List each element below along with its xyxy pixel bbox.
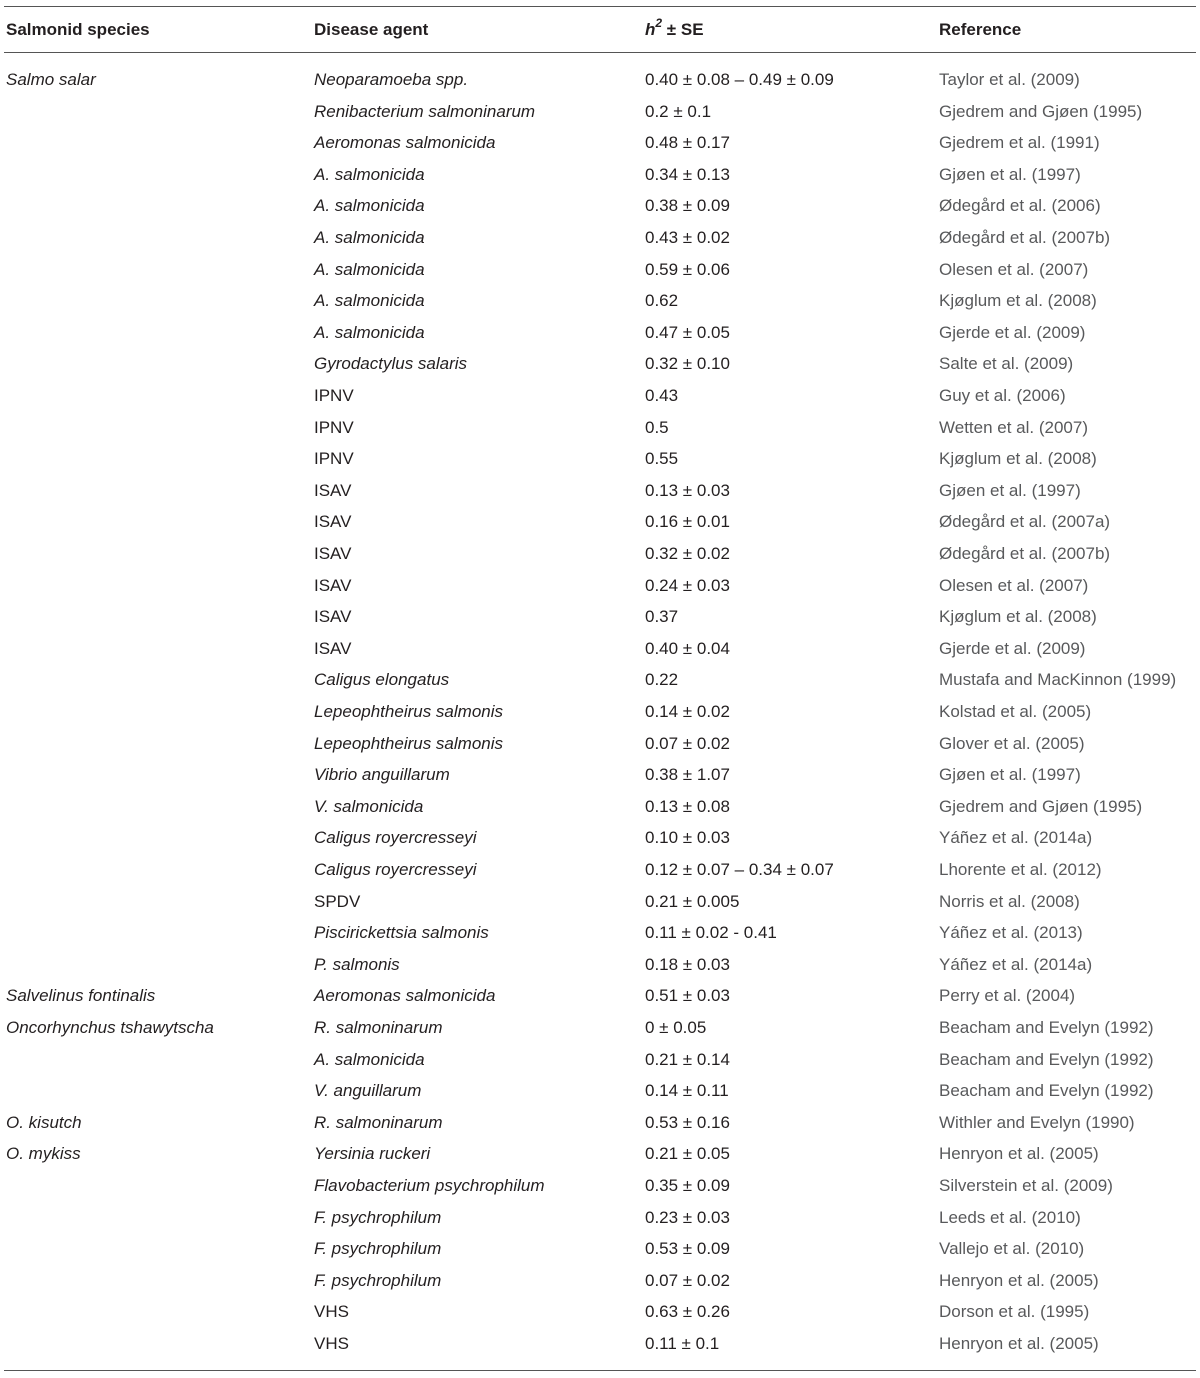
- table-row: [0, 354, 1200, 386]
- cell-h2: 0.47 ± 0.05: [645, 322, 730, 342]
- table-row: [0, 260, 1200, 292]
- table-row: [0, 1018, 1200, 1050]
- cell-reference: Kjøglum et al. (2008): [939, 607, 1097, 627]
- table-row: [0, 955, 1200, 987]
- cell-reference: Kolstad et al. (2005): [939, 702, 1092, 721]
- table-row: [0, 418, 1200, 450]
- cell-h2: 0.59 ± 0.06: [645, 259, 730, 279]
- cell-disease-agent: R. salmoninarum: [314, 1112, 443, 1132]
- cell-h2: 0.34 ± 0.13: [645, 164, 730, 184]
- cell-reference: Glover et al. (2005): [939, 733, 1085, 753]
- cell-disease-agent: Caligus elongatus: [314, 670, 450, 690]
- cell-disease-agent: Aeromonas salmonicida: [314, 133, 496, 153]
- cell-reference: Taylor et al. (2009): [939, 70, 1080, 89]
- table-row: [0, 323, 1200, 355]
- cell-h2: 0.18 ± 0.03: [645, 954, 730, 974]
- cell-h2: 0.5: [645, 417, 669, 437]
- cell-reference: Gjøen et al. (1997): [939, 480, 1081, 500]
- cell-reference: Salte et al. (2009): [939, 354, 1074, 374]
- cell-reference: Withler and Evelyn (1990): [939, 1112, 1135, 1132]
- cell-reference: Gjøen et al. (1997): [939, 765, 1081, 785]
- cell-species: O. mykiss: [6, 1144, 81, 1164]
- cell-h2: 0.37: [645, 607, 679, 627]
- cell-species: Salmo salar: [6, 70, 96, 89]
- cell-reference: Olesen et al. (2007): [939, 575, 1089, 595]
- table-row: [0, 607, 1200, 639]
- cell-disease-agent: Flavobacterium psychrophilum: [314, 1176, 545, 1195]
- cell-h2: 0.14 ± 0.02: [645, 702, 730, 721]
- cell-h2: 0 ± 0.05: [645, 1018, 707, 1037]
- cell-h2: 0.2 ± 0.1: [645, 101, 712, 121]
- cell-h2: 0.13 ± 0.03: [645, 480, 730, 500]
- cell-disease-agent: Renibacterium salmoninarum: [314, 101, 536, 121]
- table-row: [0, 828, 1200, 860]
- cell-reference: Gjedrem and Gjøen (1995): [939, 796, 1143, 816]
- cell-disease-agent: IPNV: [314, 449, 354, 469]
- cell-disease-agent: A. salmonicida: [314, 196, 425, 216]
- table-row: [0, 639, 1200, 671]
- cell-h2: 0.48 ± 0.17: [645, 133, 730, 153]
- cell-disease-agent: Lepeophtheirus salmonis: [314, 733, 504, 753]
- cell-reference: Norris et al. (2008): [939, 891, 1080, 911]
- header-h2-se: $h^2$ ± SE: [645, 16, 704, 39]
- cell-h2: 0.51 ± 0.03: [645, 986, 730, 1006]
- cell-disease-agent: ISAV: [314, 607, 352, 627]
- table-row: [0, 702, 1200, 734]
- cell-reference: Ødegård et al. (2007b): [939, 228, 1111, 247]
- cell-species: Salvelinus fontinalis: [6, 986, 156, 1006]
- top-rule: [4, 6, 1196, 7]
- cell-reference: Lhorente et al. (2012): [939, 860, 1102, 879]
- cell-h2: 0.07 ± 0.02: [645, 1270, 730, 1290]
- cell-disease-agent: Vibrio anguillarum: [314, 765, 450, 785]
- table-row: [0, 512, 1200, 544]
- cell-disease-agent: Caligus royercresseyi: [314, 828, 477, 848]
- cell-h2: 0.38 ± 0.09: [645, 196, 730, 216]
- cell-reference: Henryon et al. (2005): [939, 1144, 1099, 1164]
- cell-h2: 0.21 ± 0.05: [645, 1144, 730, 1164]
- cell-disease-agent: IPNV: [314, 386, 354, 405]
- cell-reference: Ødegård et al. (2007b): [939, 544, 1111, 563]
- bottom-rule: [4, 1370, 1196, 1371]
- cell-species: Oncorhynchus tshawytscha: [6, 1018, 214, 1037]
- cell-h2: 0.43 ± 0.02: [645, 228, 730, 247]
- table-row: [0, 481, 1200, 513]
- table-row: [0, 923, 1200, 955]
- cell-disease-agent: A. salmonicida: [314, 164, 425, 184]
- cell-disease-agent: A. salmonicida: [314, 291, 425, 311]
- cell-disease-agent: P. salmonis: [314, 954, 400, 974]
- cell-disease-agent: A. salmonicida: [314, 322, 425, 342]
- table-row: [0, 576, 1200, 608]
- table-row: [0, 1176, 1200, 1208]
- cell-disease-agent: Yersinia ruckeri: [314, 1144, 431, 1164]
- cell-disease-agent: Neoparamoeba spp.: [314, 70, 469, 89]
- cell-disease-agent: Lepeophtheirus salmonis: [314, 702, 504, 721]
- cell-reference: Gjøen et al. (1997): [939, 164, 1081, 184]
- cell-h2: 0.38 ± 1.07: [645, 765, 730, 785]
- cell-reference: Beacham and Evelyn (1992): [939, 1081, 1154, 1101]
- table-row: [0, 386, 1200, 418]
- table-row: [0, 291, 1200, 323]
- cell-h2: 0.40 ± 0.04: [645, 638, 730, 658]
- cell-disease-agent: F. psychrophilum: [314, 1207, 442, 1227]
- table-row: [0, 544, 1200, 576]
- cell-h2: 0.14 ± 0.11: [645, 1081, 729, 1101]
- cell-h2: 0.11 ± 0.02 - 0.41: [645, 923, 777, 943]
- header-rule: [4, 52, 1196, 53]
- cell-disease-agent: A. salmonicida: [314, 228, 425, 247]
- cell-h2: 0.40 ± 0.08 – 0.49 ± 0.09: [645, 70, 834, 89]
- cell-h2: 0.24 ± 0.03: [645, 575, 730, 595]
- cell-disease-agent: V. salmonicida: [314, 796, 424, 816]
- cell-h2: 0.21 ± 0.005: [645, 891, 740, 911]
- table-row: [0, 165, 1200, 197]
- cell-reference: Ødegård et al. (2006): [939, 196, 1101, 216]
- cell-species: O. kisutch: [6, 1112, 82, 1132]
- cell-reference: Vallejo et al. (2010): [939, 1239, 1085, 1259]
- cell-h2: 0.22: [645, 670, 679, 690]
- cell-disease-agent: ISAV: [314, 638, 352, 658]
- cell-reference: Guy et al. (2006): [939, 386, 1066, 405]
- table-row: [0, 734, 1200, 766]
- table-row: [0, 1144, 1200, 1176]
- table-row: [0, 133, 1200, 165]
- header-disease-agent: Disease agent: [314, 20, 429, 39]
- cell-h2: 0.53 ± 0.16: [645, 1112, 730, 1132]
- cell-reference: Wetten et al. (2007): [939, 417, 1088, 437]
- table-row: [0, 1239, 1200, 1271]
- header-species: Salmonid species: [6, 20, 150, 39]
- cell-reference: Yáñez et al. (2013): [939, 923, 1083, 943]
- table-row: [0, 1302, 1200, 1334]
- cell-h2: 0.10 ± 0.03: [645, 828, 730, 848]
- cell-reference: Beacham and Evelyn (1992): [939, 1049, 1154, 1069]
- cell-disease-agent: ISAV: [314, 575, 352, 595]
- cell-reference: Gjerde et al. (2009): [939, 638, 1086, 658]
- table-row: [0, 765, 1200, 797]
- cell-disease-agent: A. salmonicida: [314, 259, 425, 279]
- cell-reference: Gjerde et al. (2009): [939, 322, 1086, 342]
- cell-reference: Yáñez et al. (2014a): [939, 828, 1093, 848]
- cell-h2: 0.21 ± 0.14: [645, 1049, 730, 1069]
- cell-disease-agent: F. psychrophilum: [314, 1270, 442, 1290]
- table-row: [0, 986, 1200, 1018]
- table-row: [0, 1208, 1200, 1240]
- table-row: [0, 1081, 1200, 1113]
- cell-h2: 0.32 ± 0.02: [645, 544, 730, 563]
- cell-disease-agent: R. salmoninarum: [314, 1018, 443, 1037]
- cell-reference: Henryon et al. (2005): [939, 1334, 1099, 1353]
- cell-h2: 0.11 ± 0.1: [645, 1334, 720, 1353]
- cell-h2: 0.62: [645, 291, 679, 311]
- table-row: [0, 860, 1200, 892]
- table-row: [0, 102, 1200, 134]
- cell-reference: Gjedrem and Gjøen (1995): [939, 101, 1143, 121]
- cell-h2: 0.12 ± 0.07 – 0.34 ± 0.07: [645, 860, 834, 879]
- cell-disease-agent: Caligus royercresseyi: [314, 860, 477, 879]
- cell-disease-agent: Piscirickettsia salmonis: [314, 923, 489, 943]
- table-row: [0, 1334, 1200, 1366]
- cell-h2: 0.53 ± 0.09: [645, 1239, 730, 1259]
- table-row: [0, 797, 1200, 829]
- table-header: [0, 14, 1200, 46]
- cell-disease-agent: A. salmonicida: [314, 1049, 425, 1069]
- cell-reference: Ødegård et al. (2007a): [939, 512, 1111, 532]
- cell-h2: 0.32 ± 0.10: [645, 354, 730, 374]
- table-row: [0, 892, 1200, 924]
- cell-disease-agent: V. anguillarum: [314, 1081, 422, 1101]
- cell-reference: Kjøglum et al. (2008): [939, 291, 1097, 311]
- cell-reference: Beacham and Evelyn (1992): [939, 1018, 1154, 1037]
- cell-h2: 0.07 ± 0.02: [645, 733, 730, 753]
- cell-disease-agent: IPNV: [314, 417, 354, 437]
- cell-h2: 0.13 ± 0.08: [645, 796, 730, 816]
- cell-h2: 0.63 ± 0.26: [645, 1302, 730, 1322]
- cell-reference: Gjedrem et al. (1991): [939, 133, 1100, 153]
- cell-h2: 0.43: [645, 386, 679, 405]
- cell-disease-agent: F. psychrophilum: [314, 1239, 442, 1259]
- cell-disease-agent: VHS: [314, 1334, 349, 1353]
- cell-reference: Olesen et al. (2007): [939, 259, 1089, 279]
- cell-reference: Henryon et al. (2005): [939, 1270, 1099, 1290]
- cell-disease-agent: Gyrodactylus salaris: [314, 354, 468, 374]
- cell-h2: 0.35 ± 0.09: [645, 1176, 730, 1195]
- table-row: [0, 449, 1200, 481]
- cell-reference: Mustafa and MacKinnon (1999): [939, 670, 1177, 690]
- cell-h2: 0.55: [645, 449, 679, 469]
- cell-disease-agent: ISAV: [314, 512, 352, 532]
- cell-disease-agent: SPDV: [314, 891, 361, 911]
- header-reference: Reference: [939, 20, 1022, 39]
- table-row: [0, 1113, 1200, 1145]
- table-row: [0, 670, 1200, 702]
- cell-reference: Yáñez et al. (2014a): [939, 954, 1093, 974]
- cell-reference: Dorson et al. (1995): [939, 1302, 1090, 1322]
- table-row: [0, 70, 1200, 102]
- table-row: [0, 1050, 1200, 1082]
- cell-disease-agent: Aeromonas salmonicida: [314, 986, 496, 1006]
- cell-h2: 0.23 ± 0.03: [645, 1207, 730, 1227]
- cell-reference: Kjøglum et al. (2008): [939, 449, 1097, 469]
- table-row: [0, 1271, 1200, 1303]
- table-row: [0, 228, 1200, 260]
- cell-h2: 0.16 ± 0.01: [645, 512, 730, 532]
- cell-reference: Leeds et al. (2010): [939, 1207, 1081, 1227]
- table-row: [0, 196, 1200, 228]
- cell-disease-agent: ISAV: [314, 544, 352, 563]
- cell-reference: Silverstein et al. (2009): [939, 1176, 1113, 1195]
- cell-reference: Perry et al. (2004): [939, 986, 1076, 1006]
- cell-disease-agent: ISAV: [314, 480, 352, 500]
- cell-disease-agent: VHS: [314, 1302, 349, 1322]
